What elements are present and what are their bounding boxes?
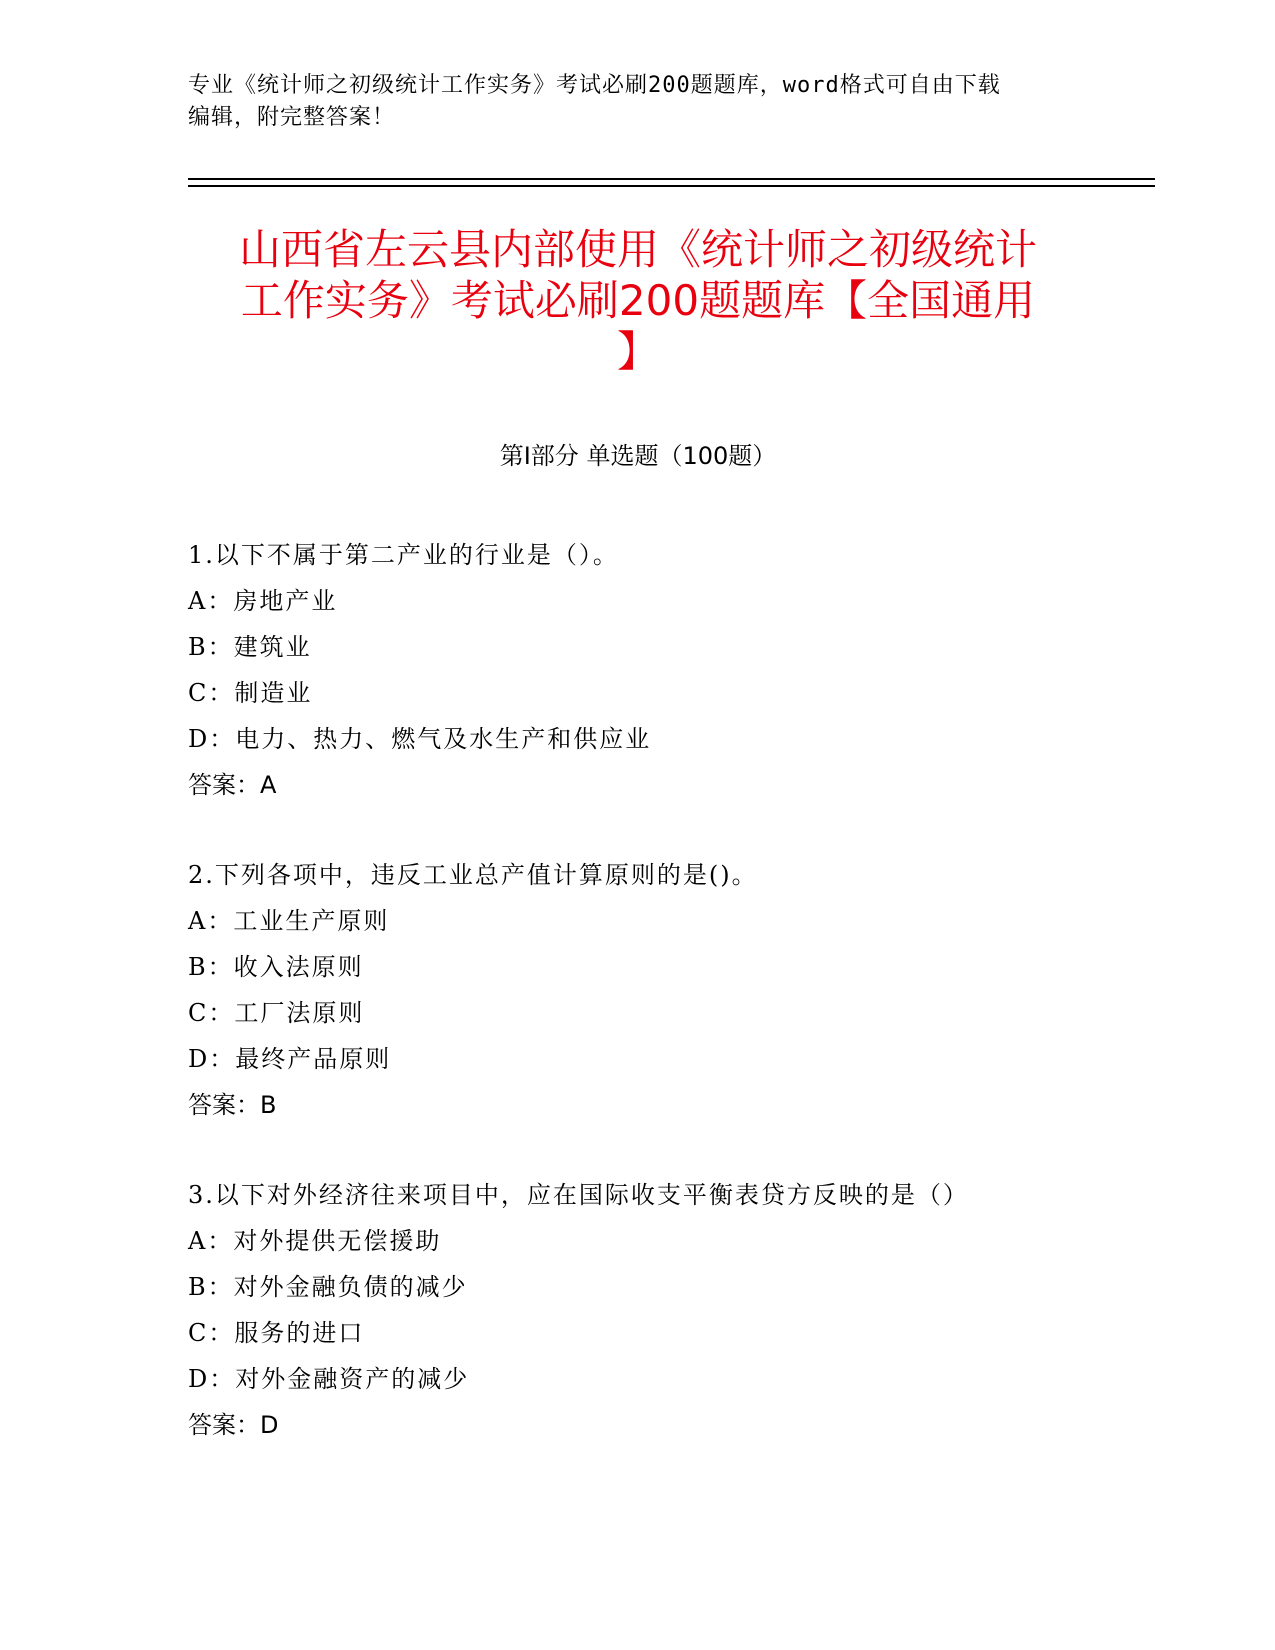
title-line: 工作实务》考试必刷200题题库【全国通用	[240, 276, 1036, 325]
question-block	[188, 852, 1108, 1128]
header-note-line: 专业《统计师之初级统计工作实务》考试必刷200题题库，word格式可自由下载	[188, 73, 1001, 98]
header-note	[188, 70, 1088, 134]
answer: 答案：A	[188, 771, 277, 799]
option-c: C：工厂法原则	[188, 999, 365, 1027]
answer: 答案：D	[188, 1411, 279, 1439]
option-a: A：对外提供无偿援助	[188, 1227, 442, 1255]
question-block	[188, 532, 1108, 808]
header-note-line: 编辑，附完整答案！	[188, 105, 396, 130]
option-c: C：制造业	[188, 679, 313, 707]
option-d: D：电力、热力、燃气及水生产和供应业	[188, 725, 652, 753]
title-line: 】	[616, 327, 659, 376]
option-d: D：最终产品原则	[188, 1045, 392, 1073]
section-heading: 第I部分 单选题（100题）	[499, 442, 777, 470]
document-title	[188, 224, 1088, 377]
option-b: B：对外金融负债的减少	[188, 1273, 468, 1301]
question-block	[188, 1172, 1108, 1448]
header-divider	[188, 178, 1155, 180]
question-stem: 3.以下对外经济往来项目中，应在国际收支平衡表贷方反映的是（）	[188, 1181, 969, 1209]
title-line: 山西省左云县内部使用《统计师之初级统计	[238, 225, 1037, 274]
option-d: D：对外金融资产的减少	[188, 1365, 470, 1393]
option-a: A：房地产业	[188, 587, 338, 615]
option-b: B：建筑业	[188, 633, 312, 661]
answer: 答案：B	[188, 1091, 277, 1119]
question-stem: 2.下列各项中，违反工业总产值计算原则的是()。	[188, 861, 758, 889]
option-c: C：服务的进口	[188, 1319, 365, 1347]
header-divider	[188, 185, 1155, 187]
option-b: B：收入法原则	[188, 953, 364, 981]
question-stem: 1.以下不属于第二产业的行业是（）。	[188, 541, 619, 569]
option-a: A：工业生产原则	[188, 907, 390, 935]
